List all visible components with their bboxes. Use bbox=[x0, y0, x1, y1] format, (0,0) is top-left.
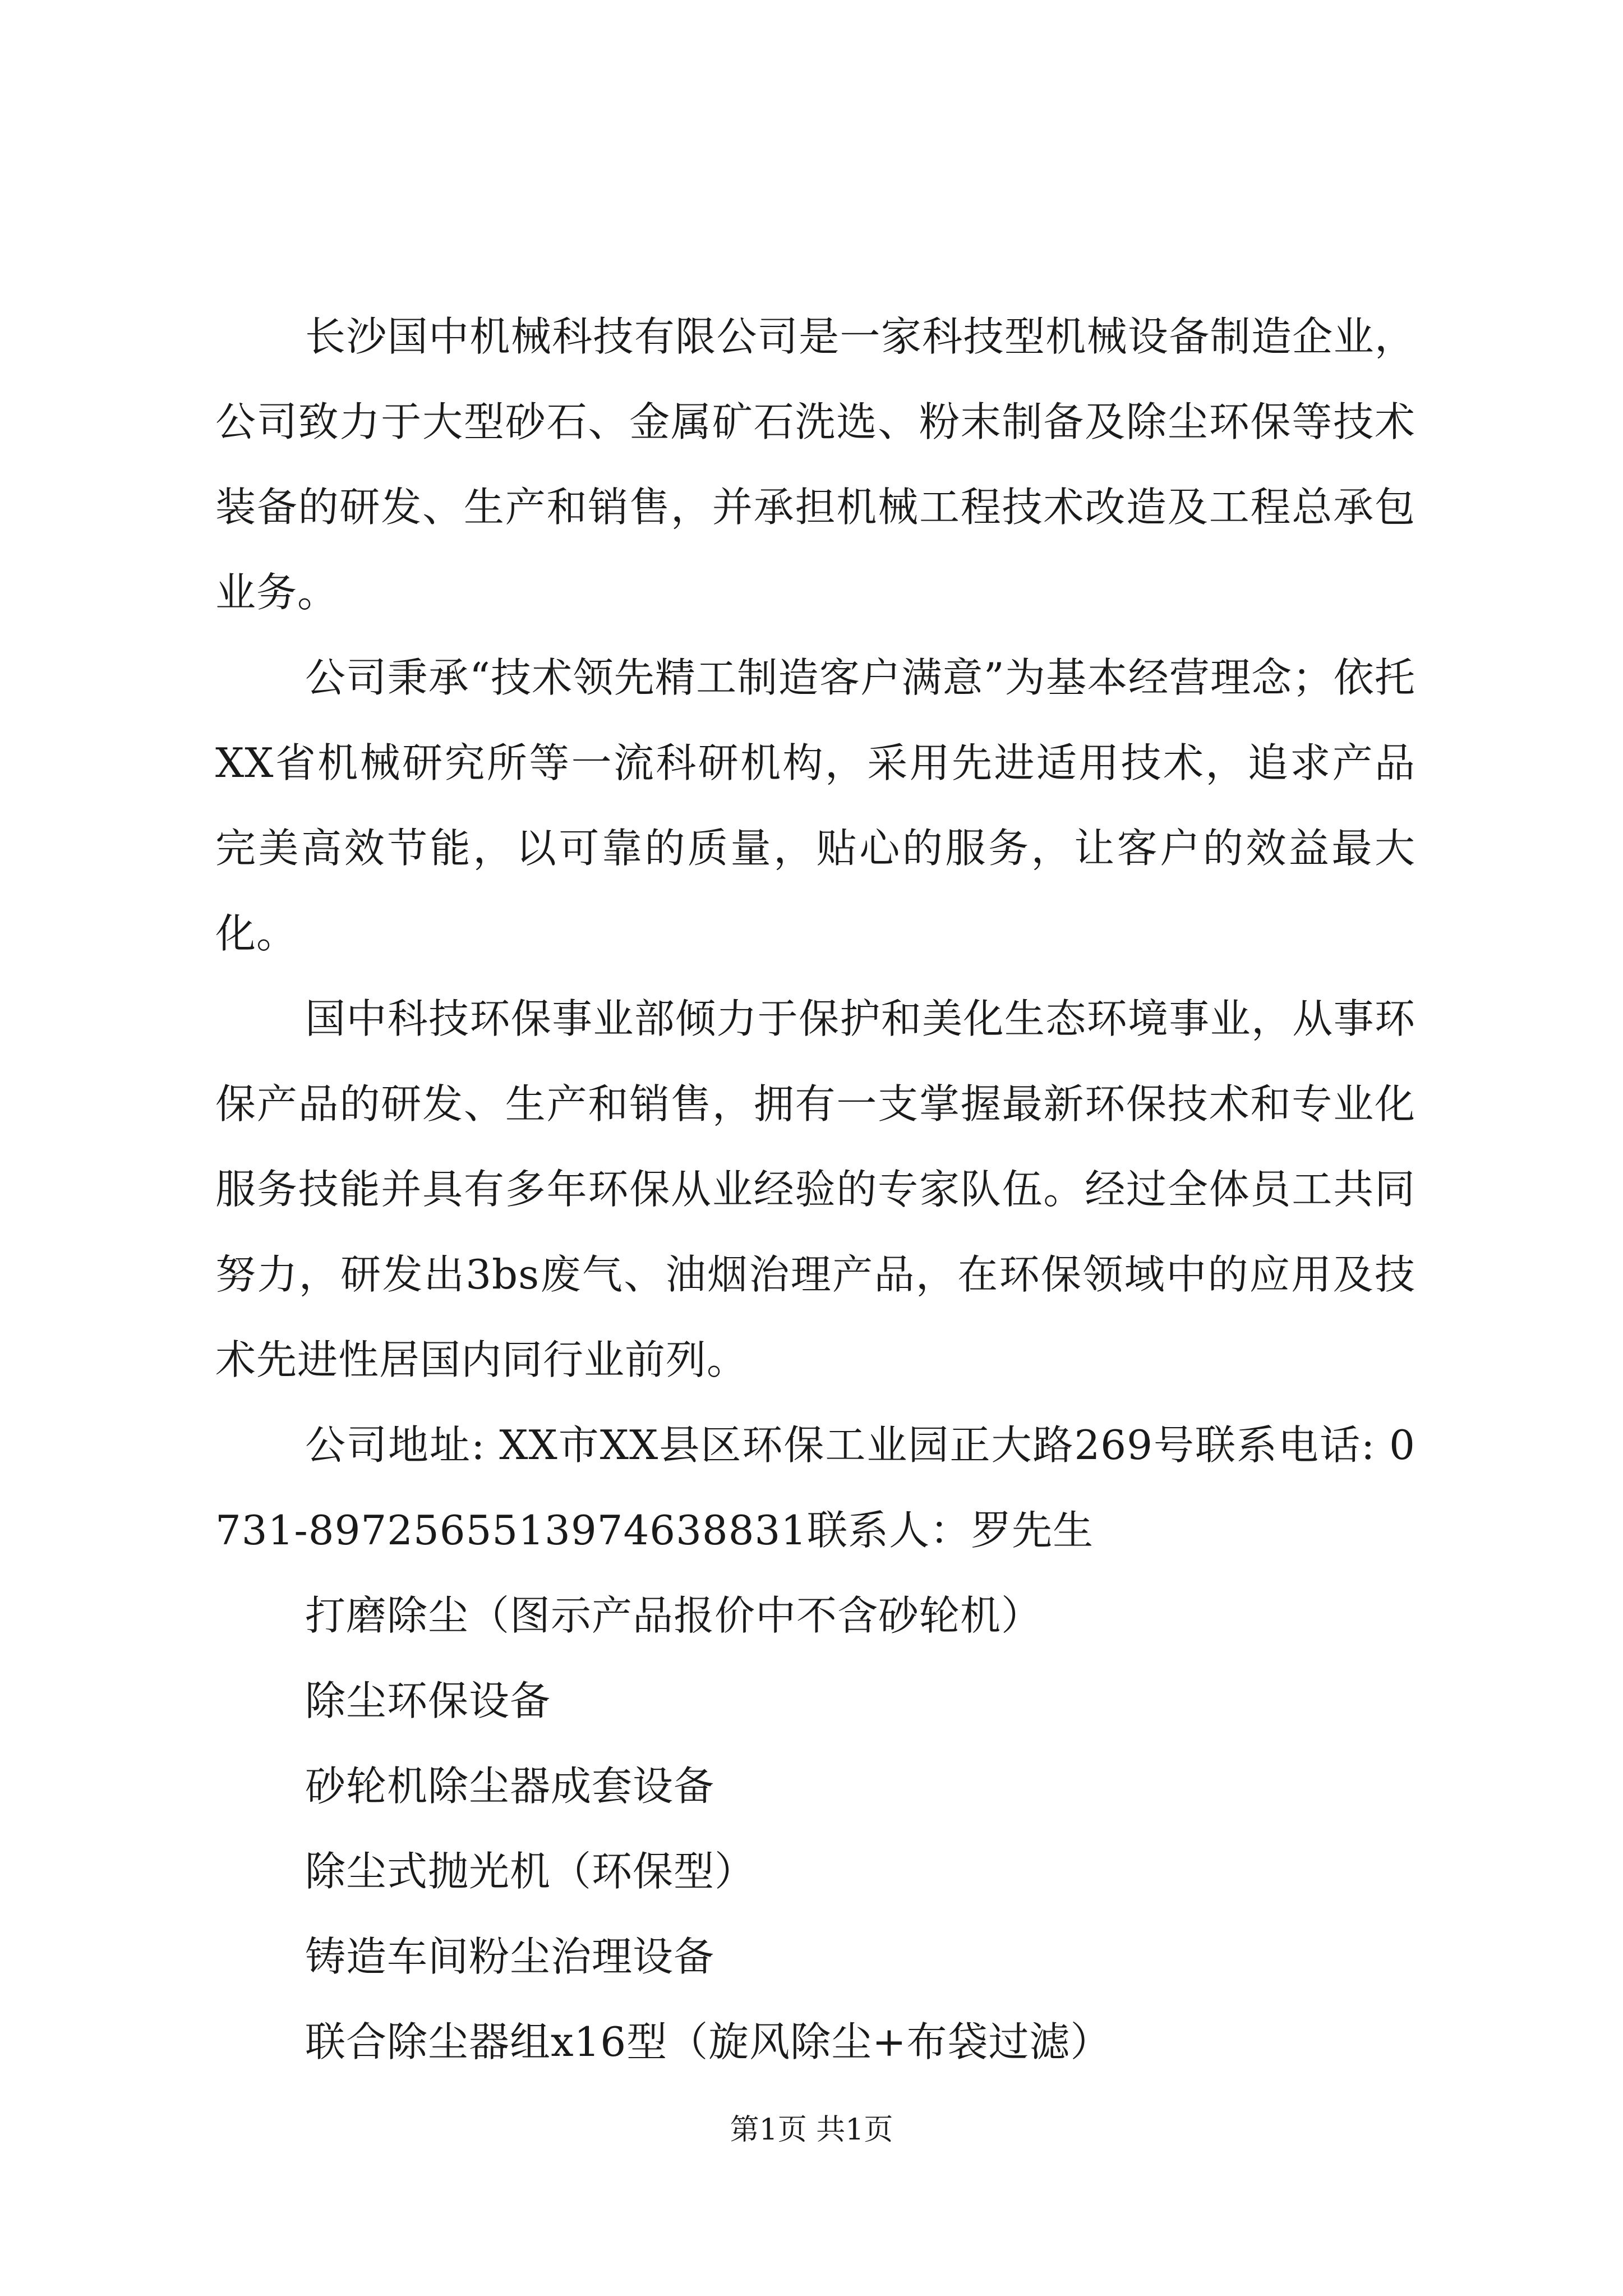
product-item: 打磨除尘（图示产品报价中不含砂轮机） bbox=[305, 1592, 1043, 1639]
page-number-footer: 第1页 共1页 bbox=[730, 2113, 893, 2147]
product-item: 铸造车间粉尘治理设备 bbox=[305, 1933, 715, 1980]
business-philosophy-paragraph: 公司秉承“技术领先精工制造客户满意”为基本经营理念；依托XX省机械研究所等一流科研机构，采用先进适用技术，追求产品完美高效节能，以可靠的质量，贴心的服务，让客户的效益最大化。 bbox=[215, 654, 1415, 957]
product-item: 除尘式抛光机（环保型） bbox=[305, 1848, 756, 1895]
product-list bbox=[215, 1573, 1415, 2085]
product-item: 砂轮机除尘器成套设备 bbox=[305, 1763, 715, 1810]
product-item: 联合除尘器组x16型（旋风除尘+布袋过滤） bbox=[305, 2018, 1112, 2065]
contact-info-paragraph: 公司地址: XX市XX县区环保工业园正大路269号联系电话: 0731-8972565513974638831联系人：罗先生 bbox=[215, 1421, 1415, 1554]
environmental-division-paragraph: 国中科技环保事业部倾力于保护和美化生态环境事业，从事环保产品的研发、生产和销售，拥有一支掌握最新环保技术和专业化服务技能并具有多年环保从业经验的专家队伍。经过全体员工共同努力，研发出3bs废气、油烟治理产品，在环保领域中的应用及技术先进性居国内同行业前列。 bbox=[215, 995, 1415, 1383]
product-item: 除尘环保设备 bbox=[305, 1677, 551, 1724]
document-body bbox=[215, 294, 1415, 2085]
company-intro-paragraph: 长沙国中机械科技有限公司是一家科技型机械设备制造企业，公司致力于大型砂石、金属矿石洗选、粉末制备及除尘环保等技术装备的研发、生产和销售，并承担机械工程技术改造及工程总承包业务。 bbox=[215, 313, 1415, 616]
